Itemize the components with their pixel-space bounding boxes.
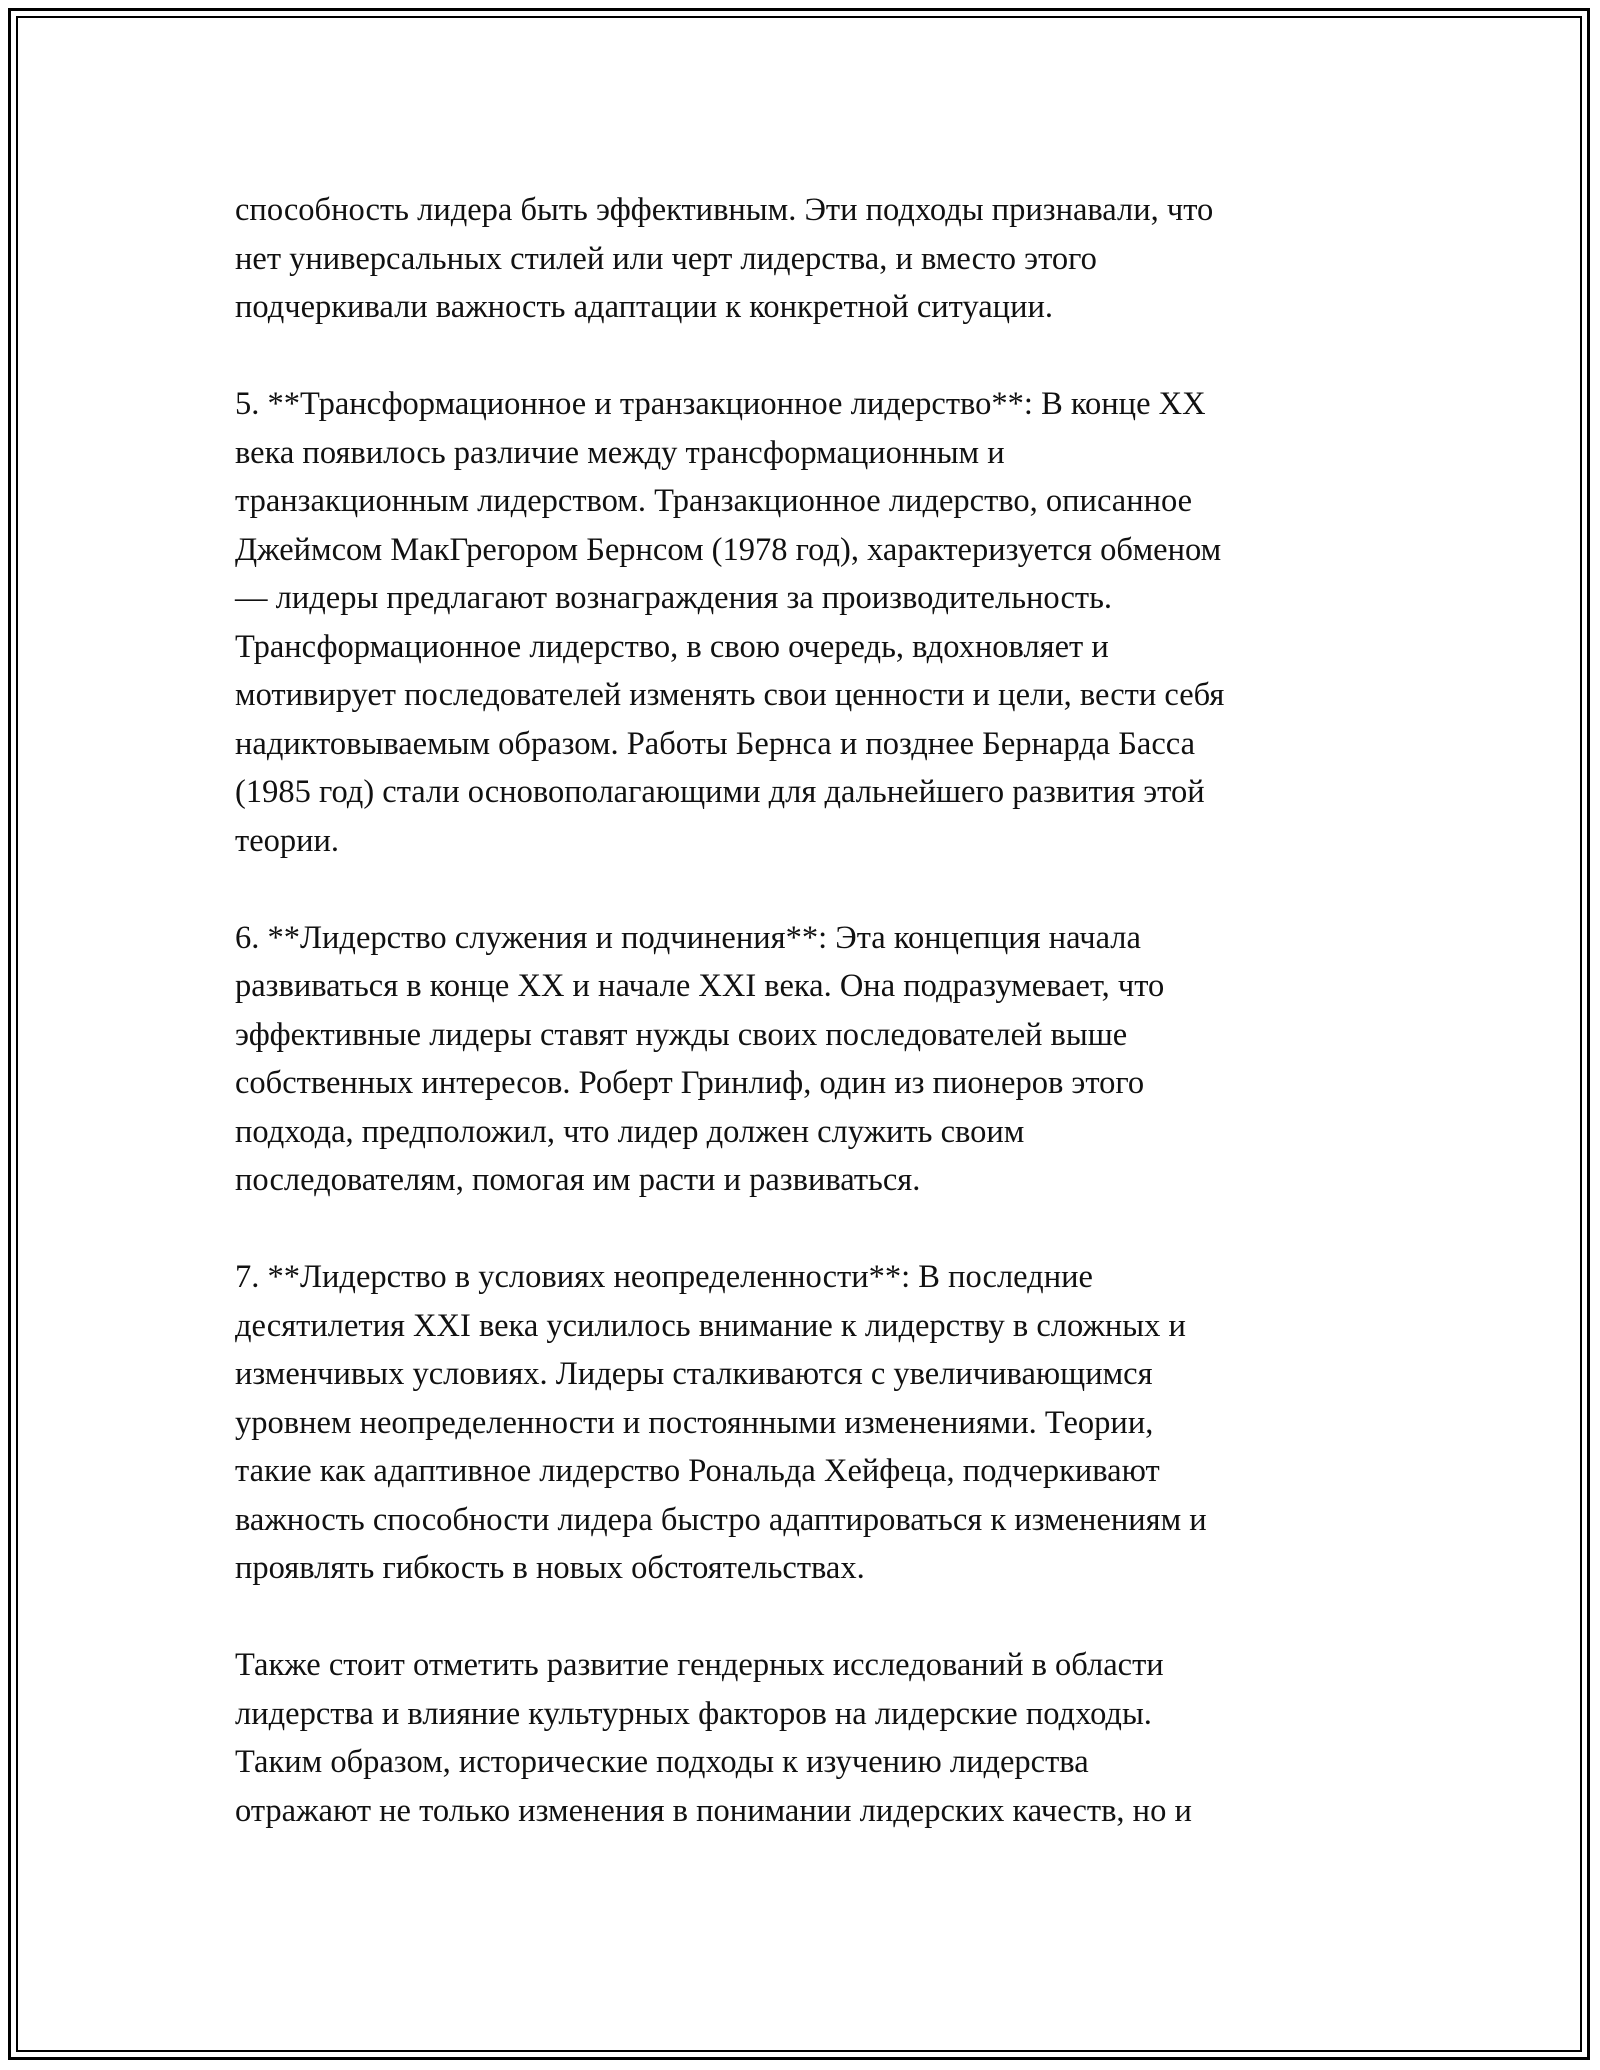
paragraph-spacer	[235, 1593, 1385, 1642]
text-line: 6. **Лидерство служения и подчинения**: Эта концепция начала	[235, 919, 1141, 956]
text-line: — лидеры предлагают вознаграждения за производительность.	[235, 580, 1113, 616]
text-line: подчеркивали важность адаптации к конкретной ситуации.	[235, 289, 1053, 325]
text-line: последователям, помогая им расти и развиваться.	[235, 1162, 921, 1198]
text-line: отражают не только изменения в понимании лидерских качеств, но и	[235, 1792, 1192, 1829]
text-line: подхода, предположил, что лидер должен служить своим	[235, 1113, 1025, 1150]
text-line: 5. **Трансформационное и транзакционное лидерство**: В конце XX	[235, 386, 1206, 422]
text-line: эффективные лидеры ставят нужды своих последователей выше	[235, 1016, 1128, 1053]
text-line: изменчивых условиях. Лидеры сталкиваются с увеличивающимся	[235, 1356, 1153, 1392]
text-line: Также стоит отметить развитие гендерных исследований в области	[235, 1647, 1164, 1683]
paragraph-spacer	[235, 865, 1385, 914]
document-body	[235, 186, 1385, 1835]
paragraph-continuation	[235, 186, 1385, 332]
text-line: Таким образом, исторические подходы к изучению лидерства	[235, 1744, 1089, 1780]
text-line: уровнем неопределенности и постоянными изменениями. Теории,	[235, 1404, 1154, 1441]
text-line: важность способности лидера быстро адаптироваться к изменениям и	[235, 1501, 1207, 1538]
text-line: века появилось различие между трансформационным и	[235, 434, 1005, 471]
text-line: лидерства и влияние культурных факторов на лидерские подходы.	[235, 1695, 1152, 1732]
text-line: десятилетия XXI века усилилось внимание к лидерству в сложных и	[235, 1307, 1186, 1344]
text-line: 7. **Лидерство в условиях неопределенности**: В последние	[235, 1259, 1093, 1295]
text-line: (1985 год) стали основополагающими для дальнейшего развития этой	[235, 774, 1205, 810]
text-line: развиваться в конце XX и начале XXI века. Она подразумевает, что	[235, 968, 1165, 1004]
text-line: мотивирует последователей изменять свои ценности и цели, вести себя	[235, 677, 1225, 713]
paragraph-conclusion	[235, 1641, 1385, 1835]
text-line: теории.	[235, 822, 340, 859]
text-line: нет универсальных стилей или черт лидерства, и вместо этого	[235, 240, 1097, 277]
text-line: транзакционным лидерством. Транзакционное лидерство, описанное	[235, 483, 1193, 519]
paragraph-item-5	[235, 380, 1385, 865]
text-line: такие как адаптивное лидерство Рональда Хейфеца, подчеркивают	[235, 1453, 1160, 1489]
paragraph-spacer	[235, 332, 1385, 381]
text-line: способность лидера быть эффективным. Эти подходы признавали, что	[235, 192, 1214, 228]
paragraph-item-6	[235, 914, 1385, 1205]
text-line: собственных интересов. Роберт Гринлиф, один из пионеров этого	[235, 1065, 1145, 1101]
paragraph-spacer	[235, 1205, 1385, 1254]
text-line: Джеймсом МакГрегором Бернсом (1978 год), характеризуется обменом	[235, 531, 1222, 568]
text-line: Трансформационное лидерство, в свою очередь, вдохновляет и	[235, 628, 1109, 665]
paragraph-item-7	[235, 1253, 1385, 1593]
text-line: надиктовываемым образом. Работы Бернса и позднее Бернарда Басса	[235, 725, 1195, 762]
text-line: проявлять гибкость в новых обстоятельствах.	[235, 1550, 865, 1586]
